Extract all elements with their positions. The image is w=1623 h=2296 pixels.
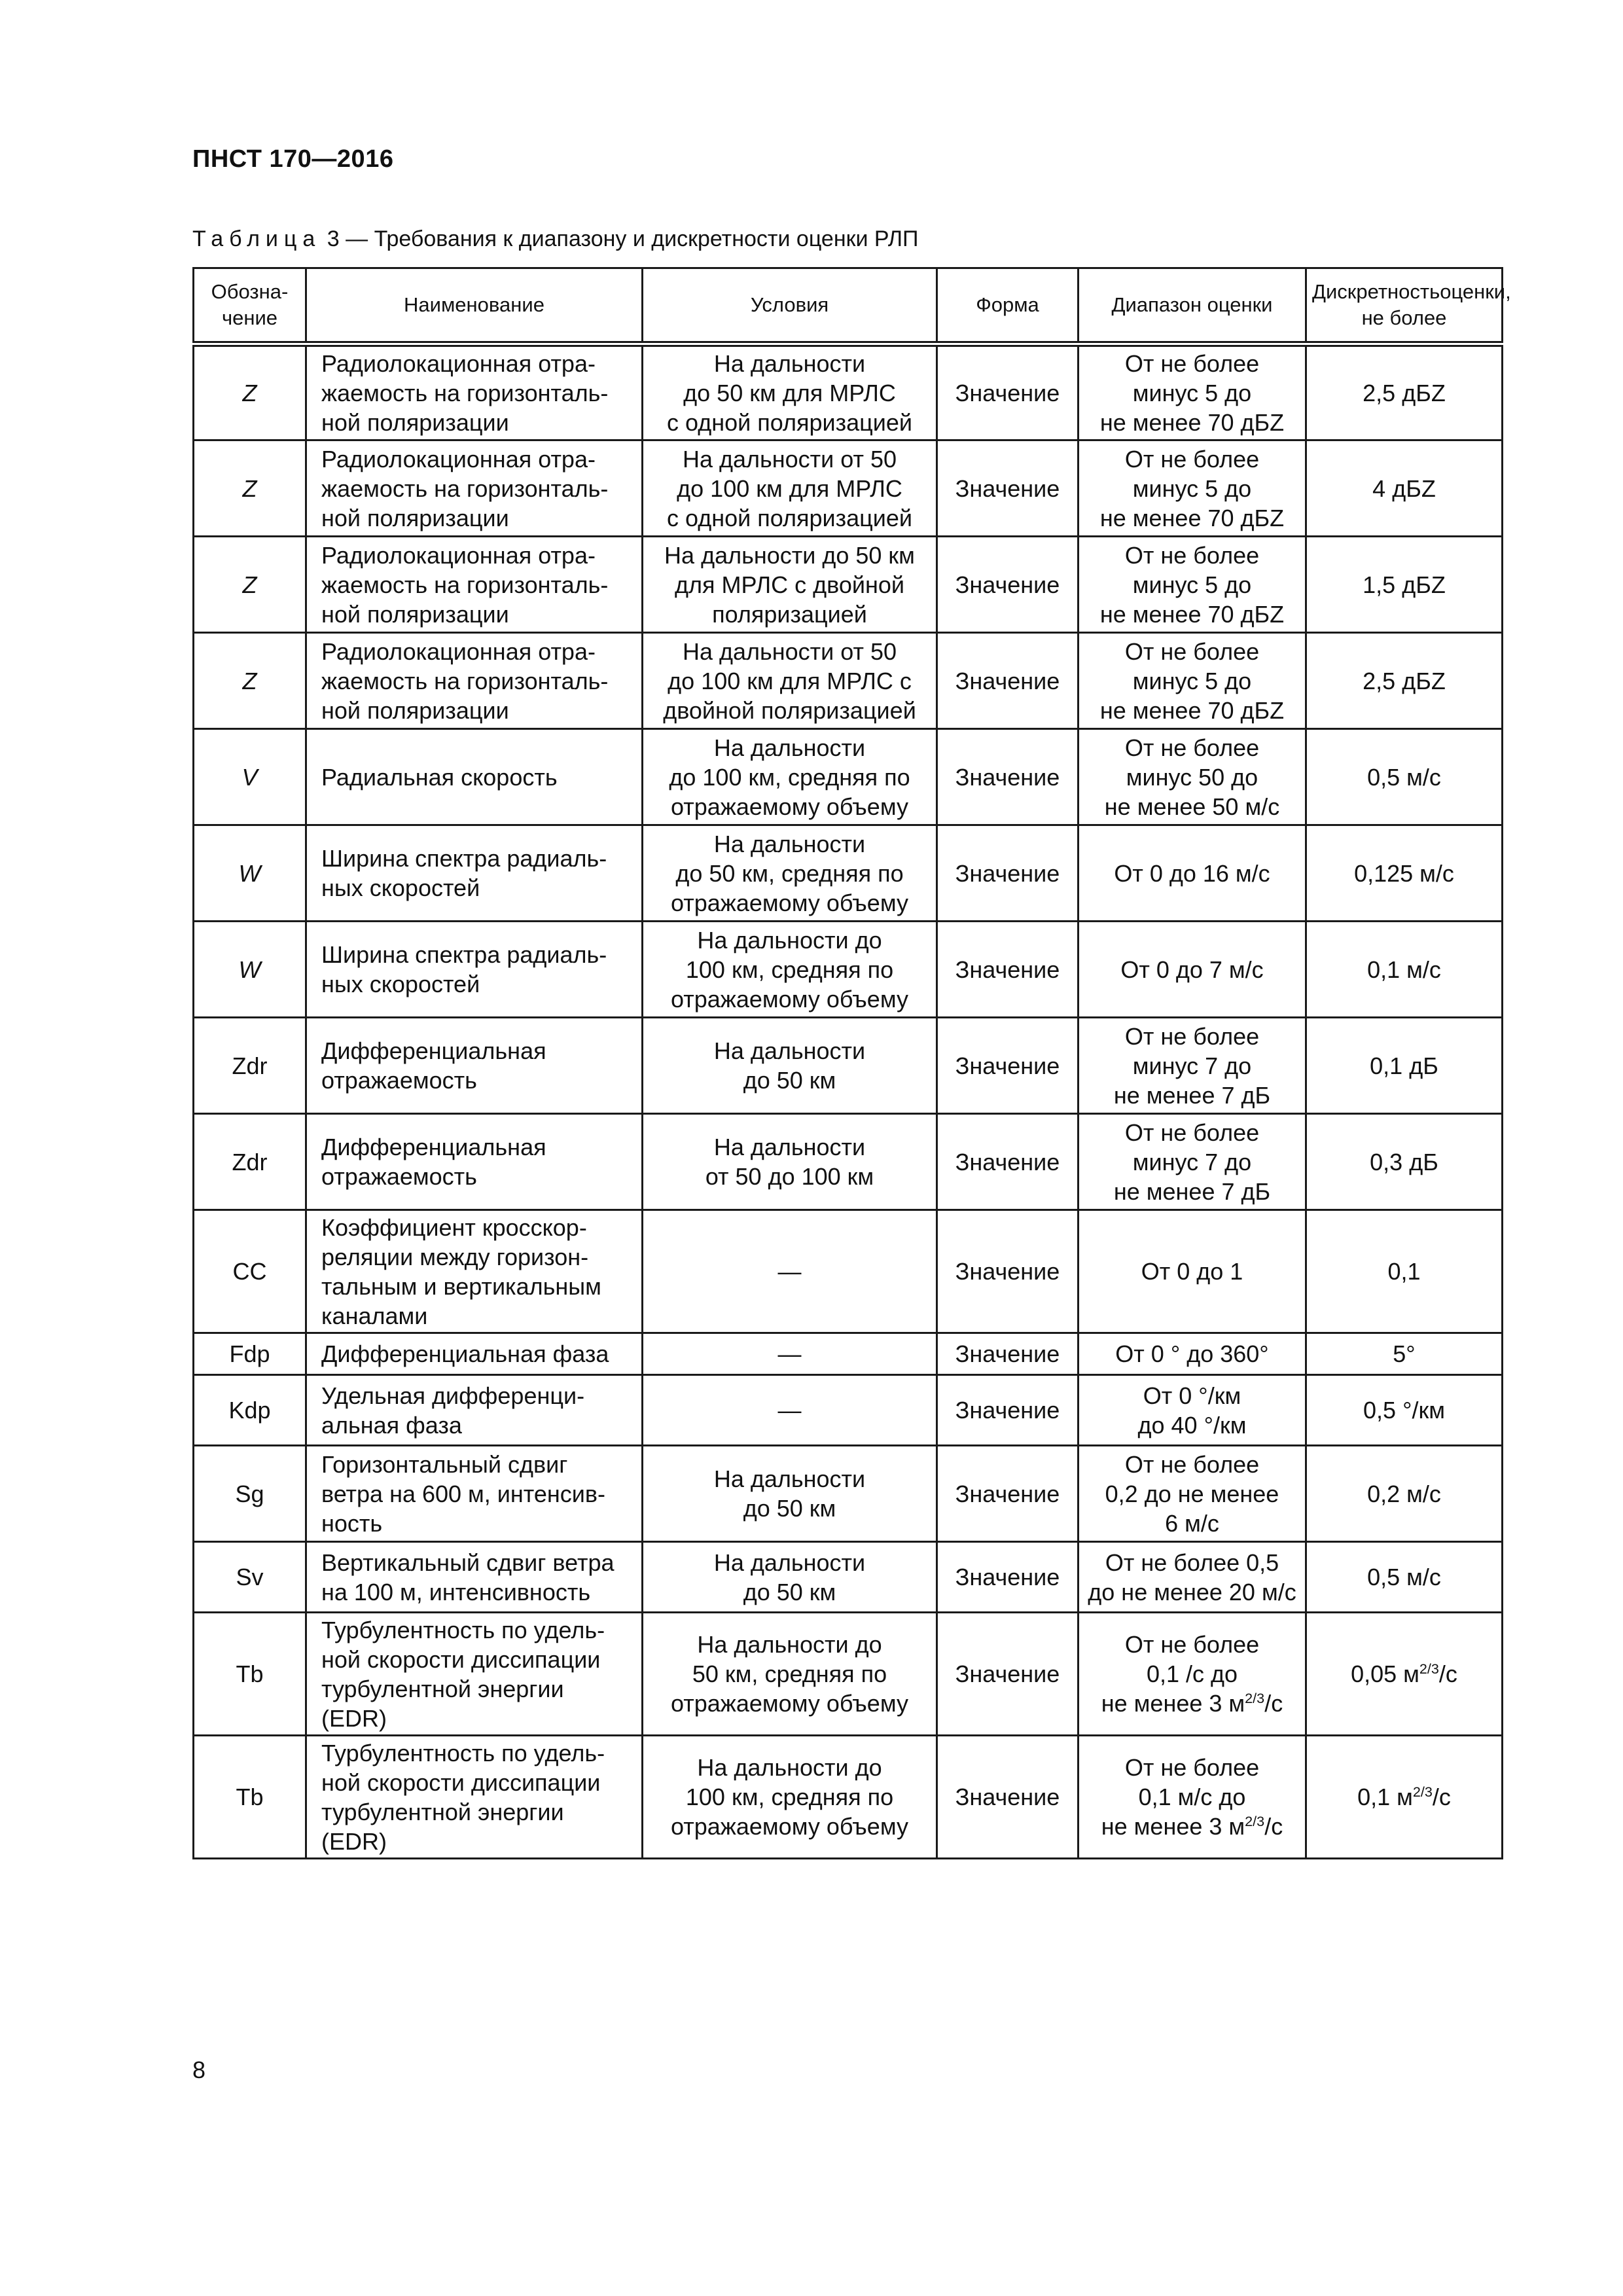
table-row [194, 1375, 1503, 1446]
table-caption-prefix: Таблица [192, 226, 321, 251]
cell-line: ной поляризации [321, 600, 509, 628]
cell-line: Дифференциальная [321, 1134, 546, 1160]
cell-line: Условия [750, 293, 829, 316]
cell-line: жаемость на горизонталь- [321, 475, 609, 502]
cell-line: до 100 км для МРЛС [677, 475, 902, 502]
cell-line: (EDR) [321, 1704, 387, 1732]
cell-line: Удельная дифференци- [321, 1382, 585, 1409]
cell-line: От 0 до 16 м/с [1114, 859, 1270, 887]
cell-line: турбулентной энергии [321, 1675, 564, 1702]
cell-conditions [643, 344, 937, 440]
cell-form: Значение [937, 1114, 1079, 1210]
cell-line: ной поляризации [321, 696, 509, 724]
cell-step: 0,125 м/с [1306, 825, 1503, 922]
cell-line: От не более [1124, 1450, 1260, 1478]
cell-range [1079, 729, 1306, 825]
cell-step: 0,5 м/с [1306, 729, 1503, 825]
cell-conditions [643, 1114, 937, 1210]
cell-form: Значение [937, 1736, 1079, 1859]
cell-line: не менее 70 дБZ [1099, 504, 1285, 531]
cell-line: Горизонтальный сдвиг [321, 1450, 568, 1478]
column-header-name [306, 268, 643, 344]
cell-symbol: W [194, 825, 306, 922]
table-row [194, 344, 1503, 440]
cell-line: минус 7 до [1132, 1148, 1252, 1175]
table-caption [192, 226, 918, 252]
cell-symbol: Sg [194, 1446, 306, 1542]
cell-line: отражаемому объему [671, 793, 908, 820]
cell-form: Значение [937, 922, 1079, 1018]
cell-line: Диапазон оценки [1111, 293, 1273, 316]
cell-line: На дальности до [697, 926, 882, 954]
cell-line: Радиолокационная отра- [321, 445, 596, 473]
cell-line: до 50 км [743, 1067, 836, 1094]
cell-symbol: Tb [194, 1613, 306, 1736]
cell-line: На дальности [713, 734, 866, 761]
cell-line: 0,2 до не менее [1105, 1480, 1279, 1507]
cell-line: не менее 50 м/с [1104, 793, 1280, 820]
table-header-row [194, 268, 1503, 344]
cell-form: Значение [937, 1210, 1079, 1333]
cell-step: 0,1 $м^{2/3}/с$ [1306, 1736, 1503, 1859]
cell-line: 6 м/с [1165, 1509, 1219, 1537]
cell-line: — [777, 1340, 802, 1367]
cell-conditions [643, 729, 937, 825]
table-row [194, 1446, 1503, 1542]
cell-line: Наименование [404, 293, 544, 316]
cell-conditions [643, 1736, 937, 1859]
cell-line: Дифференциальная [321, 1037, 546, 1064]
cell-name [306, 922, 643, 1018]
cell-line: От не более [1124, 1022, 1260, 1050]
cell-line: 50 км, средняя по [692, 1660, 887, 1687]
cell-line: 100 км, средняя по [685, 1784, 894, 1810]
cell-conditions [643, 440, 937, 537]
cell-line: Турбулентность по удель- [321, 1616, 605, 1643]
cell-line: На дальности до [697, 1631, 882, 1658]
cell-line: На дальности от 50 [682, 445, 897, 473]
cell-name [306, 1333, 643, 1375]
cell-line: От 0 до 1 [1141, 1258, 1243, 1285]
cell-conditions [643, 922, 937, 1018]
column-header-form [937, 268, 1079, 344]
cell-name [306, 729, 643, 825]
cell-line: до 50 км, средняя по [675, 859, 904, 887]
cell-line: От 0 °/км [1143, 1382, 1241, 1409]
cell-symbol: Z [194, 537, 306, 633]
cell-line: ность [321, 1509, 383, 1537]
cell-line: до 50 км для МРЛС [683, 380, 896, 406]
cell-line: до 100 км, средняя по [669, 763, 910, 791]
cell-symbol: CC [194, 1210, 306, 1333]
cell-line: минус 5 до [1132, 475, 1252, 502]
cell-conditions [643, 633, 937, 729]
cell-line: От не более [1124, 445, 1260, 473]
cell-name [306, 1542, 643, 1613]
cell-line: жаемость на горизонталь- [321, 380, 609, 406]
cell-range [1079, 1114, 1306, 1210]
table-row [194, 1333, 1503, 1375]
cell-range [1079, 1375, 1306, 1446]
cell-line: На дальности [713, 350, 866, 377]
cell-line: ветра на 600 м, интенсив- [321, 1480, 606, 1507]
cell-line: минус 5 до [1132, 380, 1252, 406]
table-row [194, 633, 1503, 729]
cell-line: ных скоростей [321, 971, 480, 997]
table-row [194, 440, 1503, 537]
cell-range [1079, 825, 1306, 922]
cell-line: с одной поляризацией [667, 504, 912, 531]
cell-line: От не более [1124, 350, 1260, 377]
cell-line: оценки, не более [1361, 280, 1511, 329]
cell-range [1079, 1613, 1306, 1736]
cell-line: ной поляризации [321, 409, 509, 436]
table-caption-title: — Требования к диапазону и дискретности оценки РЛП [346, 226, 919, 251]
cell-name [306, 1375, 643, 1446]
cell-line: до 50 км [743, 1578, 836, 1605]
cell-line: отражаемому объему [671, 1690, 908, 1717]
cell-line: Коэффициент кросскор- [321, 1213, 587, 1241]
cell-form: Значение [937, 1018, 1079, 1114]
cell-range [1079, 1542, 1306, 1613]
cell-line: минус 5 до [1132, 571, 1252, 598]
cell-line: отражаемому объему [671, 1813, 908, 1840]
column-header-symbol [194, 268, 306, 344]
cell-conditions [643, 1613, 937, 1736]
cell-line: отражаемому объему [671, 985, 908, 1013]
cell-line: на 100 м, интенсивность [321, 1578, 591, 1605]
cell-conditions [643, 825, 937, 922]
cell-symbol: Zdr [194, 1114, 306, 1210]
table-row [194, 537, 1503, 633]
page-number: 8 [192, 2056, 206, 2083]
cell-range [1079, 1736, 1306, 1859]
cell-step: 0,5 °/км [1306, 1375, 1503, 1446]
cell-conditions [643, 1375, 937, 1446]
cell-line: Обозна- [211, 280, 289, 303]
cell-name [306, 1018, 643, 1114]
cell-line: От не более [1124, 1119, 1260, 1146]
table-body [194, 344, 1503, 1859]
cell-line: тальным и вертикальным [321, 1272, 601, 1300]
requirements-table [192, 267, 1511, 1859]
cell-line: не менее 7 дБ [1113, 1177, 1271, 1205]
cell-line: для МРЛС с двойной [675, 571, 904, 598]
cell-line: не менее 3 $м^{2/3}/с$ [1101, 1690, 1283, 1717]
cell-line: до 40 °/км [1137, 1411, 1247, 1439]
cell-symbol: Kdp [194, 1375, 306, 1446]
cell-line: На дальности [713, 1134, 866, 1160]
cell-line: до 100 км для МРЛС с [668, 667, 912, 694]
cell-line: Вертикальный сдвиг ветра [321, 1549, 615, 1576]
cell-symbol: Sv [194, 1542, 306, 1613]
table-row [194, 1114, 1503, 1210]
cell-line: Радиальная скорость [321, 763, 558, 791]
cell-range [1079, 1210, 1306, 1333]
cell-line: поляризацией [712, 600, 867, 628]
cell-line: каналами [321, 1302, 428, 1329]
cell-conditions [643, 1018, 937, 1114]
cell-line: От не более [1124, 1631, 1260, 1658]
cell-conditions [643, 1446, 937, 1542]
cell-range [1079, 922, 1306, 1018]
cell-step: 0,1 м/с [1306, 922, 1503, 1018]
cell-range [1079, 633, 1306, 729]
cell-range [1079, 1446, 1306, 1542]
cell-step: 5° [1306, 1333, 1503, 1375]
cell-line: не менее 7 дБ [1113, 1081, 1271, 1109]
cell-line: альная фаза [321, 1411, 462, 1439]
cell-line: Радиолокационная отра- [321, 637, 596, 665]
cell-range [1079, 1018, 1306, 1114]
cell-line: Ширина спектра радиаль- [321, 941, 607, 968]
column-header-step [1306, 268, 1511, 344]
cell-line: — [777, 1397, 802, 1424]
cell-form: Значение [937, 1613, 1079, 1736]
cell-line: минус 50 до [1126, 763, 1258, 791]
document-id: ПНСТ 170—2016 [192, 145, 394, 173]
cell-line: не менее 70 дБZ [1099, 600, 1285, 628]
cell-line: Дискретность [1312, 280, 1440, 303]
cell-line: 0,1 м/с до [1138, 1784, 1246, 1810]
cell-step: 4 дБZ [1306, 440, 1503, 537]
cell-line: От не более [1124, 637, 1260, 665]
cell-range [1079, 440, 1306, 537]
cell-symbol: Z [194, 633, 306, 729]
cell-line: 0,1 /с до [1146, 1660, 1238, 1687]
table-row [194, 1613, 1503, 1736]
cell-form: Значение [937, 729, 1079, 825]
cell-name [306, 1446, 643, 1542]
cell-line: реляции между горизон- [321, 1243, 589, 1270]
cell-range [1079, 1333, 1306, 1375]
cell-symbol: Fdp [194, 1333, 306, 1375]
cell-line: Форма [976, 293, 1039, 316]
table-row [194, 1018, 1503, 1114]
cell-line: От не более [1124, 734, 1260, 761]
cell-line: ной поляризации [321, 504, 509, 531]
cell-step: 0,1 дБ [1306, 1018, 1503, 1114]
cell-line: Радиолокационная отра- [321, 541, 596, 569]
cell-name [306, 1210, 643, 1333]
cell-symbol: Z [194, 440, 306, 537]
column-header-conditions [643, 268, 937, 344]
cell-conditions [643, 1333, 937, 1375]
cell-line: На дальности до [697, 1754, 882, 1781]
cell-step: 2,5 дБZ [1306, 344, 1503, 440]
cell-conditions [643, 537, 937, 633]
cell-line: Радиолокационная отра- [321, 350, 596, 377]
cell-line: Дифференциальная фаза [321, 1340, 609, 1367]
cell-step: 2,5 дБZ [1306, 633, 1503, 729]
cell-name [306, 537, 643, 633]
cell-line: с одной поляризацией [667, 409, 912, 436]
cell-line: отражаемость [321, 1067, 477, 1094]
cell-form: Значение [937, 1446, 1079, 1542]
cell-line: От 0 ° до 360° [1115, 1340, 1269, 1367]
cell-line: На дальности [713, 830, 866, 857]
cell-line: На дальности [713, 1549, 866, 1576]
cell-symbol: Z [194, 344, 306, 440]
cell-range [1079, 344, 1306, 440]
column-header-range [1079, 268, 1306, 344]
cell-line: отражаемость [321, 1163, 477, 1190]
cell-line: От не более [1124, 541, 1260, 569]
cell-line: не менее 70 дБZ [1099, 696, 1285, 724]
cell-line: до 50 км [743, 1495, 836, 1522]
cell-line: На дальности [713, 1465, 866, 1492]
cell-line: От не более [1124, 1754, 1260, 1781]
cell-conditions [643, 1542, 937, 1613]
cell-form: Значение [937, 537, 1079, 633]
cell-conditions [643, 1210, 937, 1333]
cell-line: От 0 до 7 м/с [1120, 956, 1264, 983]
cell-name [306, 440, 643, 537]
cell-symbol: W [194, 922, 306, 1018]
cell-line: ной скорости диссипации [321, 1645, 601, 1673]
cell-step: 0,5 м/с [1306, 1542, 1503, 1613]
cell-line: — [777, 1258, 802, 1285]
cell-form: Значение [937, 1333, 1079, 1375]
cell-line: минус 5 до [1132, 667, 1252, 694]
cell-line: От не более 0,5 [1105, 1549, 1279, 1576]
cell-form: Значение [937, 344, 1079, 440]
cell-symbol: Zdr [194, 1018, 306, 1114]
cell-name [306, 633, 643, 729]
cell-line: от 50 до 100 км [705, 1163, 874, 1190]
cell-name [306, 1114, 643, 1210]
cell-line: Турбулентность по удель- [321, 1739, 605, 1767]
cell-line: двойной поляризацией [663, 696, 916, 724]
cell-line: отражаемому объему [671, 889, 908, 916]
cell-line: не менее 3 $м^{2/3}/с$ [1101, 1813, 1283, 1840]
table-header [194, 268, 1511, 344]
cell-form: Значение [937, 440, 1079, 537]
cell-name [306, 825, 643, 922]
cell-form: Значение [937, 825, 1079, 922]
cell-step: 0,2 м/с [1306, 1446, 1503, 1542]
cell-step: 0,3 дБ [1306, 1114, 1503, 1210]
table-row [194, 1542, 1503, 1613]
cell-step: 0,05 $м^{2/3}/с$ [1306, 1613, 1503, 1736]
cell-form: Значение [937, 1375, 1079, 1446]
cell-step: 1,5 дБZ [1306, 537, 1503, 633]
cell-line: минус 7 до [1132, 1052, 1252, 1079]
cell-step: 0,1 [1306, 1210, 1503, 1333]
cell-line: не менее 70 дБZ [1099, 409, 1285, 436]
cell-line: турбулентной энергии [321, 1798, 564, 1825]
cell-line: (EDR) [321, 1827, 387, 1855]
cell-name [306, 1736, 643, 1859]
cell-line: ных скоростей [321, 874, 480, 901]
table-row [194, 1210, 1503, 1333]
cell-line: до не менее 20 м/с [1088, 1578, 1296, 1605]
cell-line: жаемость на горизонталь- [321, 571, 609, 598]
cell-line: чение [221, 306, 278, 329]
table-row [194, 1736, 1503, 1859]
cell-symbol: V [194, 729, 306, 825]
cell-range [1079, 537, 1306, 633]
cell-line: На дальности [713, 1037, 866, 1064]
cell-name [306, 344, 643, 440]
cell-symbol: Tb [194, 1736, 306, 1859]
cell-line: ной скорости диссипации [321, 1768, 601, 1796]
cell-form: Значение [937, 1542, 1079, 1613]
cell-line: 100 км, средняя по [685, 956, 894, 983]
cell-name [306, 1613, 643, 1736]
cell-line: На дальности до 50 км [664, 541, 915, 569]
cell-line: На дальности от 50 [682, 637, 897, 665]
table-caption-number: 3 [327, 226, 340, 251]
cell-line: жаемость на горизонталь- [321, 667, 609, 694]
cell-form: Значение [937, 633, 1079, 729]
table-row [194, 729, 1503, 825]
cell-line: Ширина спектра радиаль- [321, 845, 607, 872]
table-row [194, 922, 1503, 1018]
table-row [194, 825, 1503, 922]
